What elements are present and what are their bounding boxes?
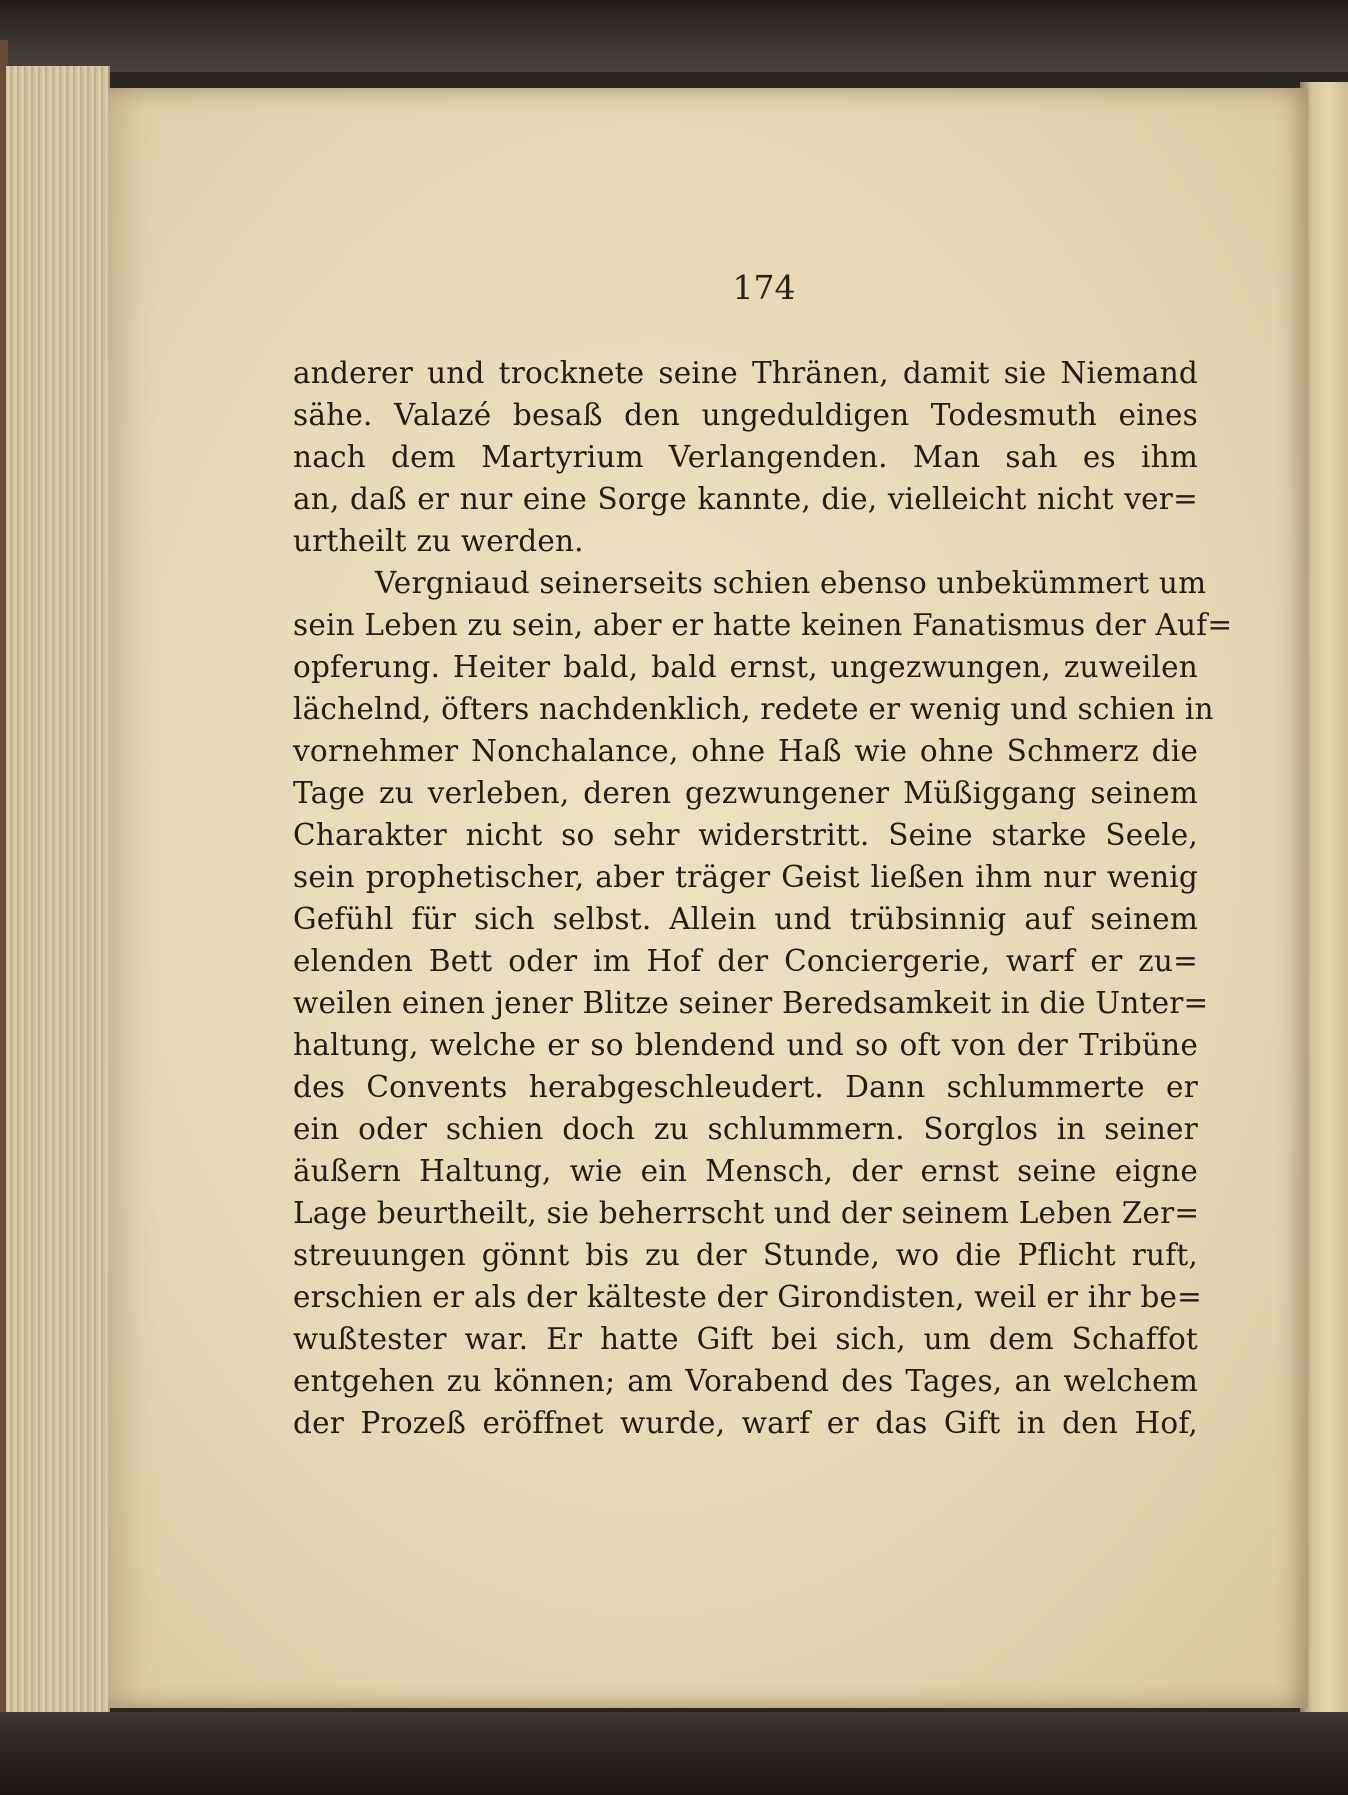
text-line: sein prophetischer, aber träger Geist ließen ihm nur wenig — [293, 860, 1198, 894]
text-line: ein oder schien doch zu schlummern. Sorglos in seiner — [293, 1112, 1198, 1146]
text-line: des Convents herabgeschleudert. Dann schlummerte er — [293, 1070, 1198, 1104]
text-line: haltung, welche er so blendend und so oft von der Tribüne — [293, 1028, 1198, 1062]
book-cover-bottom — [0, 1712, 1348, 1795]
text-line: Lage beurtheilt, sie beherrscht und der seinem Leben Zer= — [293, 1196, 1200, 1230]
text-line: der Prozeß eröffnet wurde, warf er das Gift in den Hof, — [293, 1406, 1198, 1440]
text-line: entgehen zu können; am Vorabend des Tages, an welchem — [293, 1364, 1198, 1398]
text-line: Gefühl für sich selbst. Allein und trübsinnig auf seinem — [293, 902, 1198, 936]
text-line: sein Leben zu sein, aber er hatte keinen Fanatismus der Auf= — [293, 608, 1233, 642]
text-line: nach dem Martyrium Verlangenden. Man sah es ihm — [293, 440, 1198, 474]
text-line: an, daß er nur eine Sorge kannte, die, vielleicht nicht ver= — [293, 482, 1198, 516]
text-line: elenden Bett oder im Hof der Conciergerie, warf er zu= — [293, 944, 1198, 978]
text-line: wußtester war. Er hatte Gift bei sich, um dem Schaffot — [293, 1322, 1198, 1356]
text-line: opferung. Heiter bald, bald ernst, ungezwungen, zuweilen — [293, 650, 1198, 684]
text-line: Charakter nicht so sehr widerstritt. Seine starke Seele, — [293, 818, 1198, 852]
text-line: streuungen gönnt bis zu der Stunde, wo die Pflicht ruft, — [293, 1238, 1198, 1272]
text-line: weilen einen jener Blitze seiner Beredsamkeit in die Unter= — [293, 986, 1209, 1020]
page-stack-edges — [6, 66, 110, 1716]
body-text — [293, 352, 1233, 1444]
page-number: 174 — [732, 268, 796, 307]
text-line: anderer und trocknete seine Thränen, damit sie Niemand — [293, 356, 1198, 390]
text-line: vornehmer Nonchalance, ohne Haß wie ohne Schmerz die — [293, 734, 1198, 768]
text-line: erschien er als der kälteste der Girondisten, weil er ihr be= — [293, 1280, 1203, 1314]
text-line: lächelnd, öfters nachdenklich, redete er wenig und schien in — [293, 692, 1214, 726]
text-line: Tage zu verleben, deren gezwungener Müßiggang seinem — [293, 776, 1198, 810]
text-line: urtheilt zu werden. — [293, 524, 584, 558]
text-line: sähe. Valazé besaß den ungeduldigen Todesmuth eines — [293, 398, 1198, 432]
text-line: Vergniaud seinerseits schien ebenso unbekümmert um — [375, 566, 1207, 600]
text-line: äußern Haltung, wie ein Mensch, der ernst seine eigne — [293, 1154, 1198, 1188]
book-cover-top — [0, 0, 1348, 72]
